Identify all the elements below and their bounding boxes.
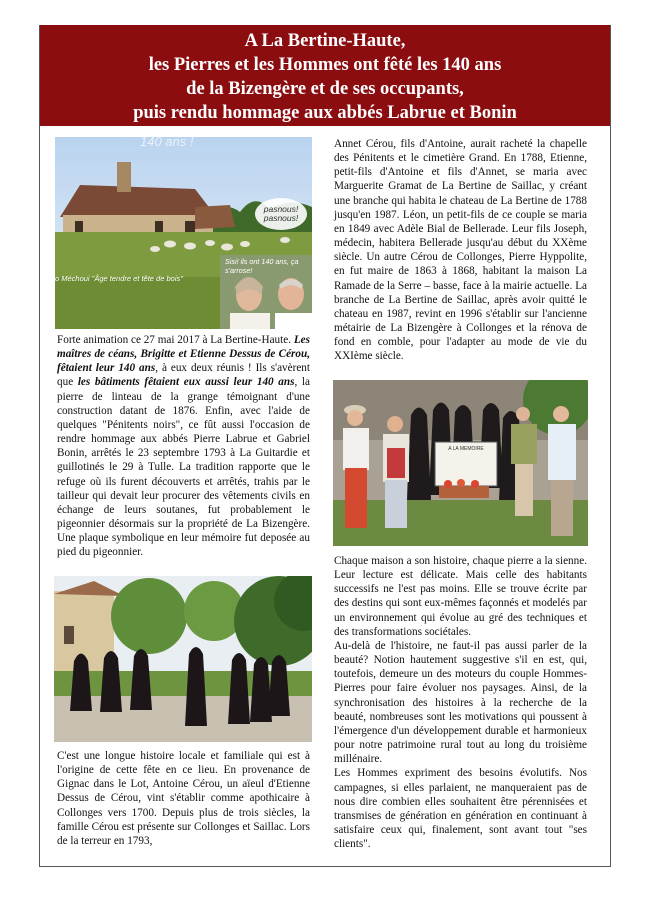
headline-line-1: A La Bertine-Haute, — [244, 31, 406, 51]
speech-bubble-text: pasnous! pasnous! — [263, 204, 299, 223]
article-paragraph — [57, 333, 310, 560]
farm-photo — [55, 137, 312, 329]
article-right-column-top — [334, 137, 587, 364]
article-left-column-bottom — [57, 749, 310, 848]
headline-line-3: de la Bizengère et de ses occupants, — [186, 79, 464, 99]
farm-photo-caption: o Méchoui "Âge tendre et tête de bois" — [55, 274, 183, 283]
emphasis-text: les bâtiments fêtaient eux aussi leur 140 ans — [77, 376, 295, 389]
photo-overlay-text: 140 ans ! — [140, 137, 194, 149]
penitents-illustration — [54, 576, 312, 742]
plaque-photo — [333, 380, 588, 546]
farm-illustration — [55, 137, 312, 329]
text-segment: , la pierre de linteau de la grange témoignant d'une construction datant de 1876. Enfin, avec l'aide de quelques "Pénitents noirs", ce fût aussi l'occasion de rendre hommage aux abbés Pierre Labrue et Gabriel Bonin, arrêtés le 23 septembre 1793 à La Guitardie et guillotinés le 29 à Tulle. La tradition rapporte que le refuge où ils furent découverts et arrêtés, trahis par le tailleur qui devait leur procurer des vêtements civils en échange de leurs soutanes, fut probablement le pigeonnier désormais sur la propriété de La Bizengère. Une plaque symbolique en leur mémoire fut deposée au pied du pigeonnier. — [57, 376, 311, 559]
headline-line-2: les Pierres et les Hommes ont fêté les 140 ans — [148, 55, 502, 75]
article-paragraph: Annet Cérou, fils d'Antoine, aurait racheté la chapelle des Pénitents et le cimetière Grand. En 1788, Etienne, petit-fils d'Antoine et fils d'Annet, se maria avec Marguerite Gramat de La Bertine de Saillac, y créant une branche qui habita le chateau de La Bertine de 1788 jusqu'en 1987. Léon, un petit-fils de ce couple se maria en 1849 avec Adèle Bial de Bellerade. Leur fils Joseph, médecin, habitera Bellerade jusqu'au début du XXème siècle. Un autre Cérou de Collonges, Pierre Hyppolite, en fut maire de 1863 à 1868, habitant la maison La Ramade de la Serre – basse, face à la mairie actuelle. La branche de La Bertine de Saillac, après avoir quitté le chateau en 1987, revint en 1996 s'établir sur l'ancienne métairie de La Bizengère à Collonges et la rénova de fond en comble, pour l'adapter au mode de vie du XXIème siècle. — [334, 138, 587, 363]
article-paragraph: Chaque maison a son histoire, chaque pierre a la sienne. Leur lecture est délicate. Mais celle des habitants successifs ne l'est pas moins. Elle se trouve écrite par des destins qui sont eux-mêmes façonnés et modelés par un environnement qui évolue au gré des techniques et des transformations sociétales. — [334, 555, 587, 638]
penitents-photo — [54, 576, 312, 742]
plaque-illustration — [333, 380, 588, 546]
article-paragraph: Au-delà de l'histoire, ne faut-il pas aussi parler de la beauté? Notion hautement suggestive s'il en est, qui, toutefois, demeure un des moteurs du couple Hommes-Pierres pour faire évoluer nos paysages. Ainsi, de la synchronisation des histoires à la recherche de la beauté, nombreuses sont les motivations qui poussent à l'émergence d'un développement durable et harmonieux pour notre patrimoine rural tout au long du troisième millénaire. — [334, 639, 587, 766]
plaque-inscription: A LA MEMOIRE — [448, 446, 484, 452]
headline-line-4: puis rendu hommage aux abbés Labrue et Bonin — [133, 103, 517, 123]
article-paragraph: Les Hommes expriment des besoins évolutifs. Nos campagnes, si elles parlaient, ne manqueraient pas de nous dire combien elles souhaitent être pérennisées et transmises de génération en génération en continuant à satisfaire ceux qui, finalement, sont avant tout "ses clients". — [334, 767, 587, 851]
article-left-column-top — [57, 333, 310, 560]
emphasis-text: Les maîtres de céans, Brigitte et Etienne Dessus de Cérou, fêtaient leur 140 ans — [57, 334, 310, 375]
couple-photo-caption: Sisi! ils ont 140 ans, ça s'arrose! — [225, 257, 299, 275]
headline-banner — [40, 25, 610, 126]
article-right-column-bottom — [334, 554, 587, 851]
text-segment: , à eux deux réunis ! Ils s'avèrent que — [57, 362, 310, 389]
text-segment: Forte animation ce 27 mai 2017 à La Bertine-Haute. — [57, 334, 294, 346]
article-paragraph: C'est une longue histoire locale et familiale qui est à l'origine de cette fête en ce lieu. En provenance de Gignac dans le Lot, Antoine Cérou, un aïeul d'Etienne Dessus de Cérou, vint s'établir comme apothicaire à Collonges vers 1700. Depuis plus de trois siècles, la famille Cérou est présente sur Collonges et Saillac. Lors de la terreur en 1793, — [57, 750, 310, 847]
